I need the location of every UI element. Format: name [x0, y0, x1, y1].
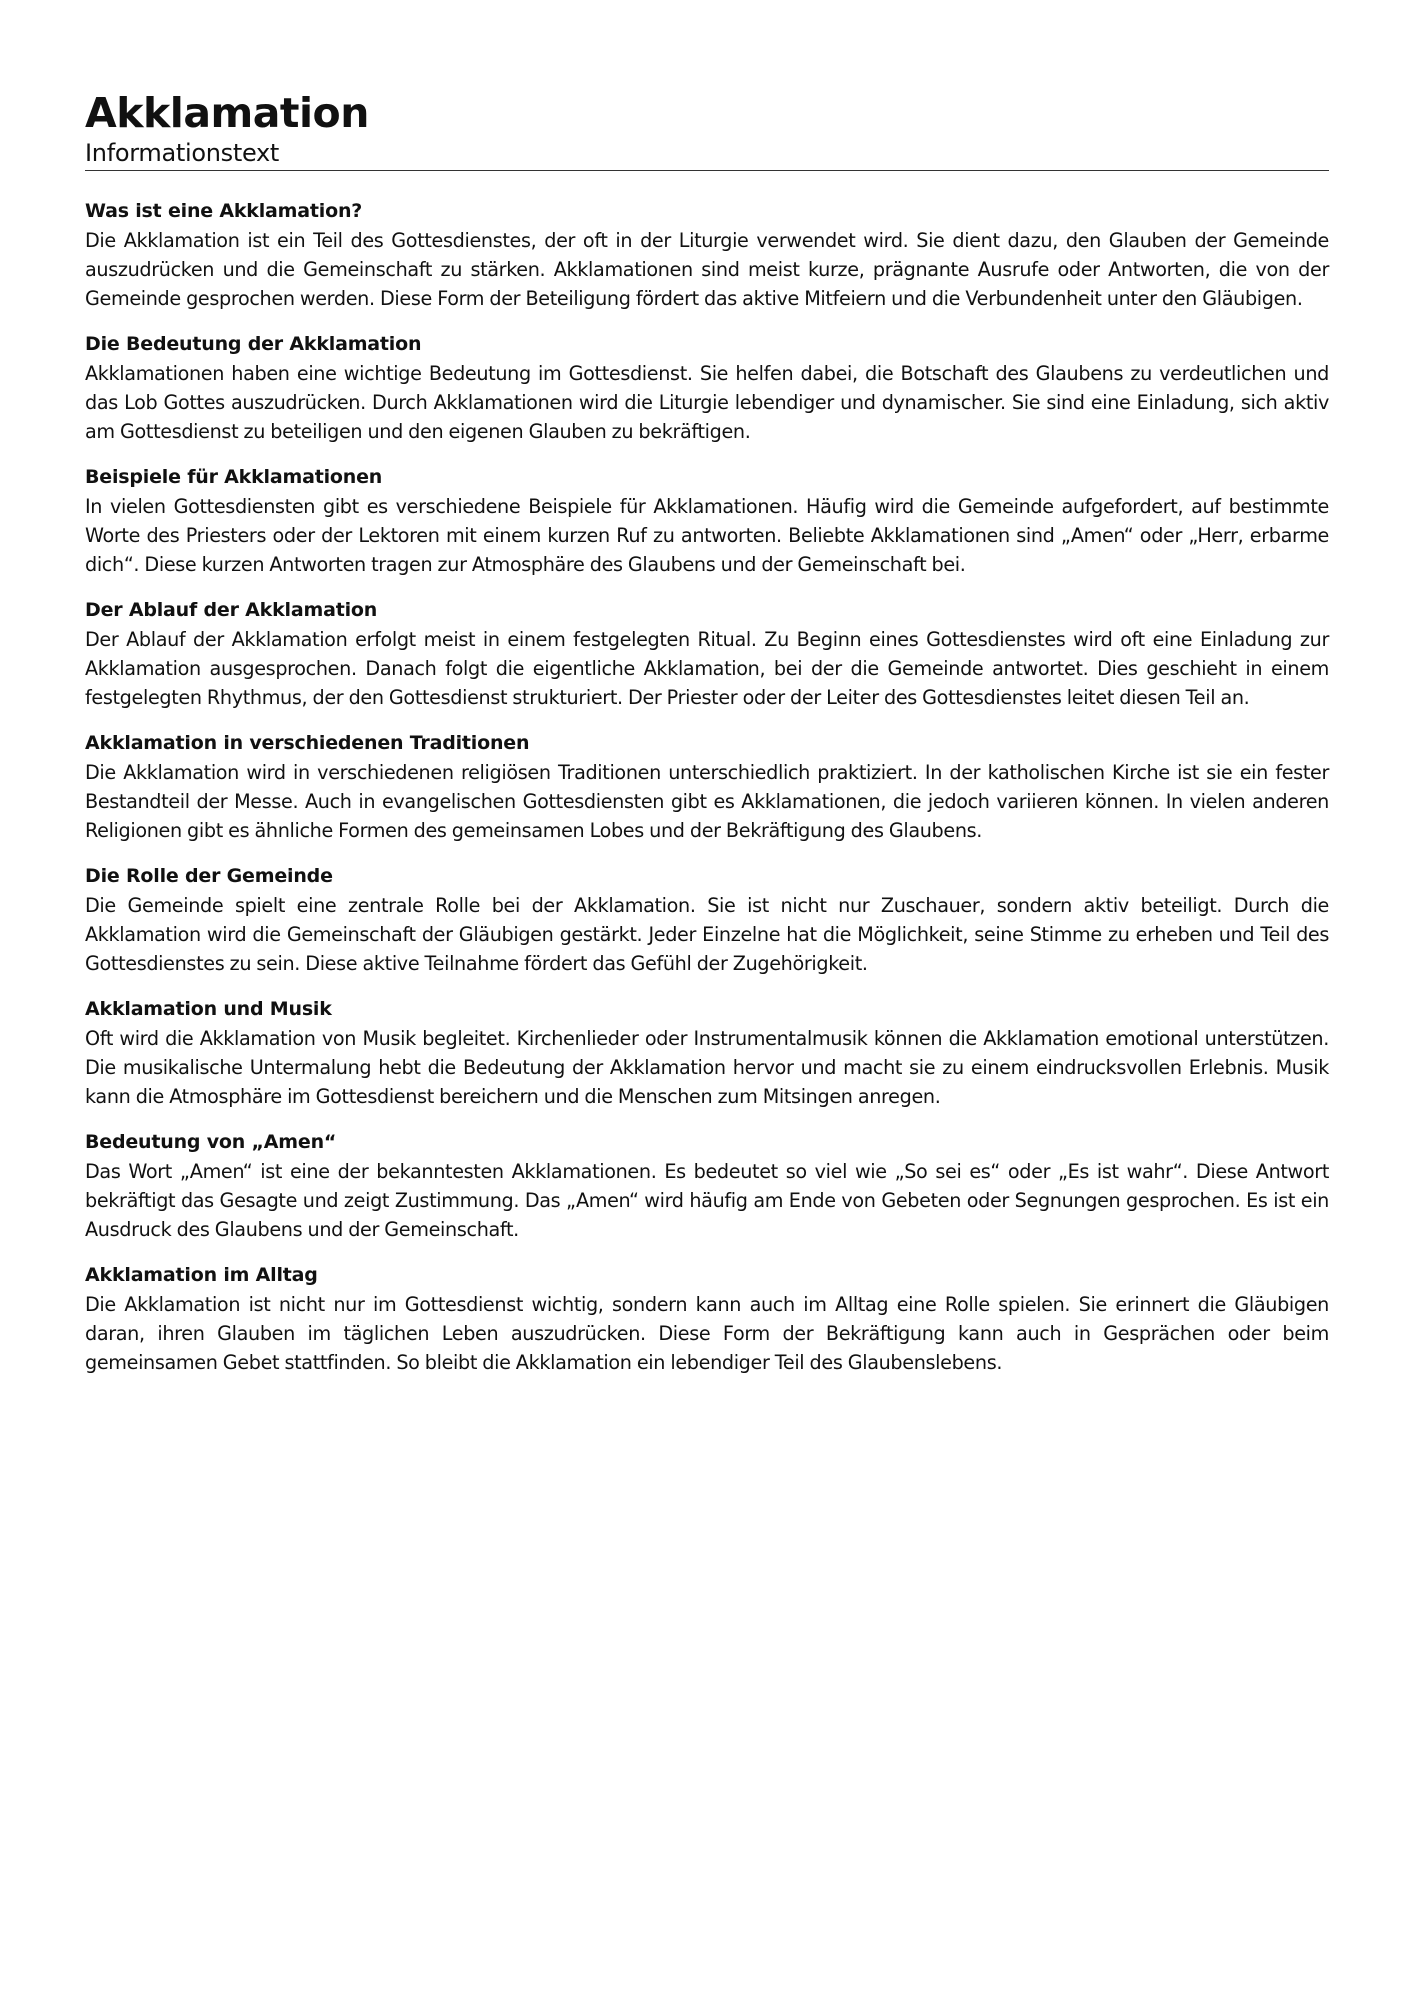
- section-heading: Akklamation in verschiedenen Traditionen: [85, 732, 530, 754]
- section-ablauf: [85, 596, 1329, 712]
- section-body: Die Gemeinde spielt eine zentrale Rolle bei der Akklamation. Sie ist nicht nur Zuschauer, sondern aktiv beteiligt. Durch die Akklamation wird die Gemeinschaft der Gläubigen gestärkt. Jeder Einzelne hat die Möglichkeit, seine Stimme zu erheben und Teil des Gottesdienstes zu sein. Diese aktive Teilnahme fördert das Gefühl der Zugehörigkeit.: [85, 894, 1329, 975]
- section-heading: Bedeutung von „Amen“: [85, 1131, 337, 1153]
- section-heading: Akklamation und Musik: [85, 998, 332, 1020]
- section-heading: Beispiele für Akklamationen: [85, 466, 383, 488]
- section-body: In vielen Gottesdiensten gibt es verschiedene Beispiele für Akklamationen. Häufig wird die Gemeinde aufgefordert, auf bestimmte Worte des Priesters oder der Lektoren mit einem kurzen Ruf zu antworten. Beliebte Akklamationen sind „Amen“ oder „Herr, erbarme dich“. Diese kurzen Antworten tragen zur Atmosphäre des Glaubens und der Gemeinschaft bei.: [85, 495, 1329, 576]
- section-amen: [85, 1128, 1329, 1244]
- document-page: [85, 88, 1329, 1394]
- section-alltag: [85, 1261, 1329, 1377]
- section-heading: Die Rolle der Gemeinde: [85, 865, 333, 887]
- section-heading: Die Bedeutung der Akklamation: [85, 333, 422, 355]
- section-heading: Was ist eine Akklamation?: [85, 200, 363, 222]
- section-body: Die Akklamation wird in verschiedenen religiösen Traditionen unterschiedlich praktiziert. In der katholischen Kirche ist sie ein fester Bestandteil der Messe. Auch in evangelischen Gottesdiensten gibt es Akklamationen, die jedoch variieren können. In vielen anderen Religionen gibt es ähnliche Formen des gemeinsamen Lobes und der Bekräftigung des Glaubens.: [85, 761, 1329, 842]
- section-bedeutung: [85, 330, 1329, 446]
- title-divider: [85, 170, 1329, 171]
- section-traditionen: [85, 729, 1329, 845]
- section-musik: [85, 995, 1329, 1111]
- section-heading: Akklamation im Alltag: [85, 1264, 318, 1286]
- page-title: Akklamation: [85, 89, 369, 137]
- section-body: Die Akklamation ist nicht nur im Gottesdienst wichtig, sondern kann auch im Alltag eine Rolle spielen. Sie erinnert die Gläubigen daran, ihren Glauben im täglichen Leben auszudrücken. Diese Form der Bekräftigung kann auch in Gesprächen oder beim gemeinsamen Gebet stattfinden. So bleibt die Akklamation ein lebendiger Teil des Glaubenslebens.: [85, 1293, 1329, 1374]
- page-subtitle: Informationstext: [85, 139, 279, 167]
- section-beispiele: [85, 463, 1329, 579]
- section-body: Oft wird die Akklamation von Musik begleitet. Kirchenlieder oder Instrumentalmusik können die Akklamation emotional unterstützen. Die musikalische Untermalung hebt die Bedeutung der Akklamation hervor und macht sie zu einem eindrucksvollen Erlebnis. Musik kann die Atmosphäre im Gottesdienst bereichern und die Menschen zum Mitsingen anregen.: [85, 1027, 1329, 1108]
- section-body: Die Akklamation ist ein Teil des Gottesdienstes, der oft in der Liturgie verwendet wird. Sie dient dazu, den Glauben der Gemeinde auszudrücken und die Gemeinschaft zu stärken. Akklamationen sind meist kurze, prägnante Ausrufe oder Antworten, die von der Gemeinde gesprochen werden. Diese Form der Beteiligung fördert das aktive Mitfeiern und die Verbundenheit unter den Gläubigen.: [85, 229, 1329, 310]
- section-body: Das Wort „Amen“ ist eine der bekanntesten Akklamationen. Es bedeutet so viel wie „So sei es“ oder „Es ist wahr“. Diese Antwort bekräftigt das Gesagte und zeigt Zustimmung. Das „Amen“ wird häufig am Ende von Gebeten oder Segnungen gesprochen. Es ist ein Ausdruck des Glaubens und der Gemeinschaft.: [85, 1160, 1329, 1241]
- section-was-ist-eine-akklamation: [85, 197, 1329, 313]
- section-heading: Der Ablauf der Akklamation: [85, 599, 378, 621]
- section-rolle-der-gemeinde: [85, 862, 1329, 978]
- section-body: Der Ablauf der Akklamation erfolgt meist in einem festgelegten Ritual. Zu Beginn eines Gottesdienstes wird oft eine Einladung zur Akklamation ausgesprochen. Danach folgt die eigentliche Akklamation, bei der die Gemeinde antwortet. Dies geschieht in einem festgelegten Rhythmus, der den Gottesdienst strukturiert. Der Priester oder der Leiter des Gottesdienstes leitet diesen Teil an.: [85, 628, 1329, 709]
- section-body: Akklamationen haben eine wichtige Bedeutung im Gottesdienst. Sie helfen dabei, die Botschaft des Glaubens zu verdeutlichen und das Lob Gottes auszudrücken. Durch Akklamationen wird die Liturgie lebendiger und dynamischer. Sie sind eine Einladung, sich aktiv am Gottesdienst zu beteiligen und den eigenen Glauben zu bekräftigen.: [85, 362, 1329, 443]
